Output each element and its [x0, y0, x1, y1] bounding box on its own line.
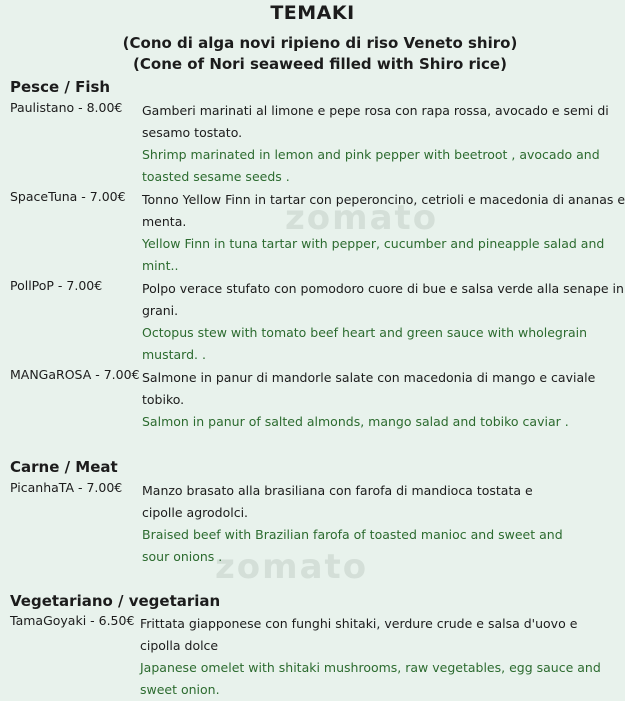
- item-description-english: Octopus stew with tomato beef heart and green sauce with wholegrain mustard. .: [142, 325, 588, 362]
- item-description: [142, 367, 624, 433]
- item-name: MANGaROSA - 7.00€: [10, 367, 140, 382]
- menu-subtitle-english: (Cone of Nori seaweed filled with Shiro rice): [133, 55, 507, 73]
- section-heading-fish: Pesce / Fish: [10, 78, 111, 96]
- item-description-english: Japanese omelet with shitaki mushrooms, raw vegetables, egg sauce and sweet onion.: [140, 660, 601, 697]
- item-description: [142, 100, 624, 188]
- item-description: [142, 480, 572, 568]
- item-description: [142, 189, 625, 277]
- section-heading-vegetarian: Vegetariano / vegetarian: [10, 592, 221, 610]
- item-name: Paulistano - 8.00€: [10, 100, 123, 115]
- item-description-italian: Gamberi marinati al limone e pepe rosa con rapa rossa, avocado e semi di sesamo tostato.: [142, 103, 609, 140]
- item-description-italian: Tonno Yellow Finn in tartar con peperoncino, cetrioli e macedonia di ananas e menta.: [142, 192, 625, 229]
- menu-title: TEMAKI: [270, 2, 355, 24]
- menu-subtitle-italian: (Cono di alga novi ripieno di riso Veneto shiro): [122, 34, 518, 52]
- section-heading-meat: Carne / Meat: [10, 458, 118, 476]
- item-name: PicanhaTA - 7.00€: [10, 480, 123, 495]
- watermark: zomato: [215, 547, 369, 587]
- item-description: [140, 613, 610, 701]
- item-name: TamaGoyaki - 6.50€: [10, 613, 135, 628]
- item-description-italian: Frittata giapponese con funghi shitaki, verdure crude e salsa d'uovo e cipolla dolce: [140, 616, 578, 653]
- item-description-english: Yellow Finn in tuna tartar with pepper, cucumber and pineapple salad and mint..: [142, 236, 605, 273]
- item-description-english: Braised beef with Brazilian farofa of toasted manioc and sweet and sour onions .: [142, 527, 563, 564]
- item-description-english: Salmon in panur of salted almonds, mango salad and tobiko caviar .: [142, 414, 569, 429]
- item-name: PollPoP - 7.00€: [10, 278, 103, 293]
- item-description-italian: Polpo verace stufato con pomodoro cuore di bue e salsa verde alla senape in grani.: [142, 281, 624, 318]
- item-description-italian: Salmone in panur di mandorle salate con macedonia di mango e caviale tobiko.: [142, 370, 596, 407]
- item-description-english: Shrimp marinated in lemon and pink pepper with beetroot , avocado and toasted sesame seeds .: [142, 147, 600, 184]
- watermark: zomato: [285, 198, 439, 238]
- item-description-italian: Manzo brasato alla brasiliana con farofa di mandioca tostata e cipolle agrodolci.: [142, 483, 533, 520]
- item-description: [142, 278, 624, 366]
- item-name: SpaceTuna - 7.00€: [10, 189, 126, 204]
